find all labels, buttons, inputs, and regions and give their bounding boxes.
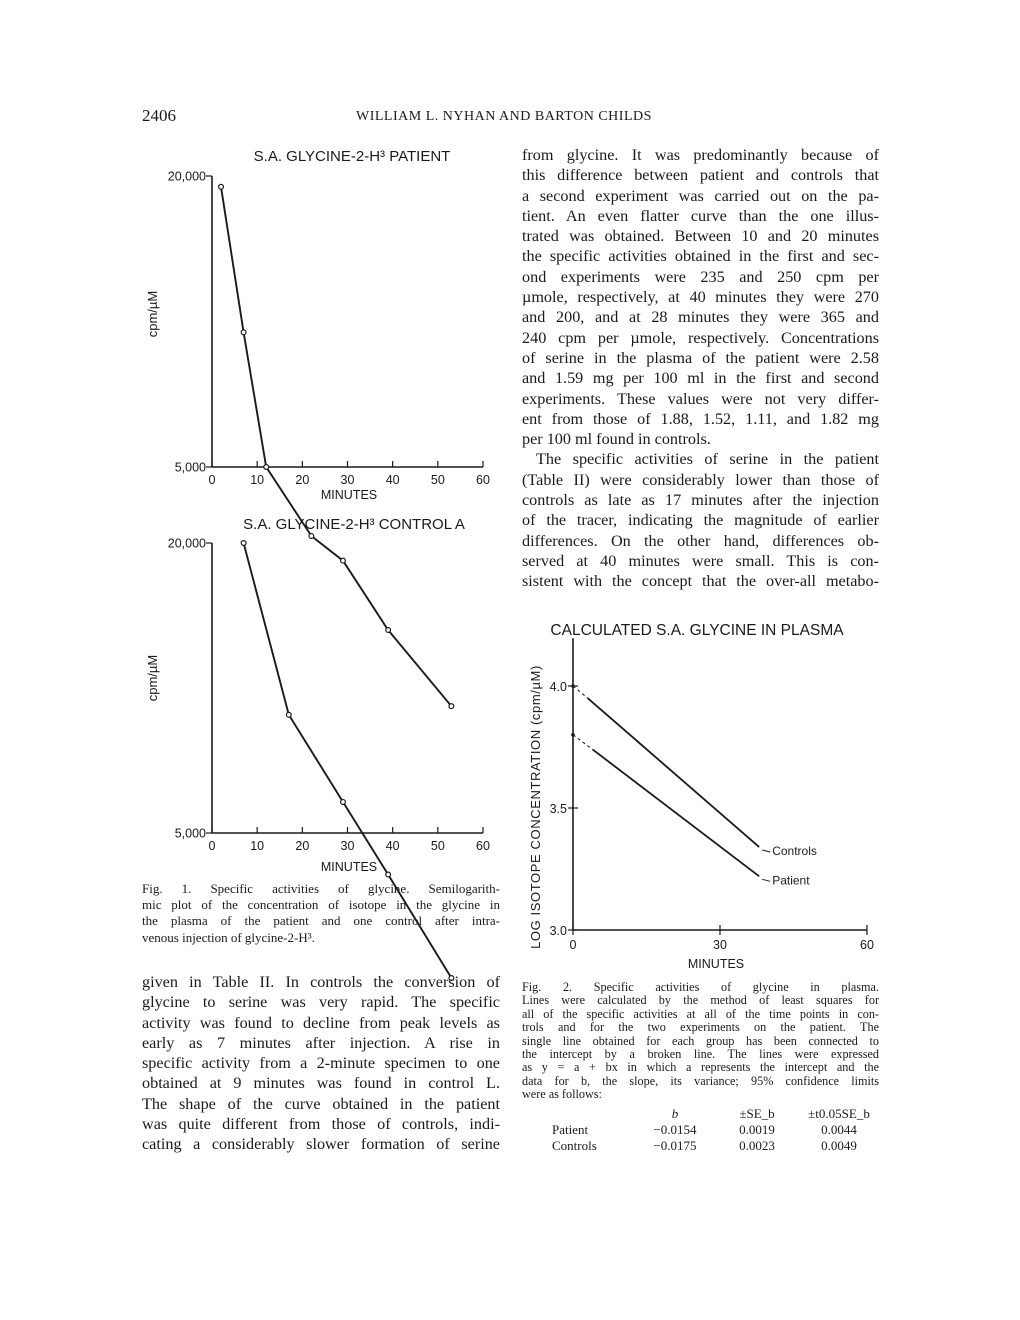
- x-tick-label: 40: [385, 473, 400, 487]
- text-line: cating a considerably slower formation of serine: [142, 1135, 500, 1154]
- table-cell: 0.0044: [821, 1122, 857, 1137]
- data-point: [449, 704, 454, 709]
- caption-line: mic plot of the concentration of isotope in the glycine in: [142, 897, 500, 913]
- text-line: 240 cpm per µmole, respectively. Concentrations: [522, 328, 879, 347]
- x-tick-label: 10: [250, 839, 265, 853]
- text-line: a second experiment was carried out on the pa-: [522, 186, 879, 205]
- y-tick-label: 3.0: [549, 924, 567, 938]
- data-point: [241, 330, 246, 335]
- x-tick-label: 50: [430, 839, 445, 853]
- text-line: early as 7 minutes after injection. A rise in: [142, 1033, 500, 1052]
- table-cell: 0.0049: [821, 1138, 857, 1153]
- table-cell: −0.0175: [653, 1138, 697, 1153]
- x-tick-label: 0: [569, 938, 577, 952]
- chart-title: CALCULATED S.A. GLYCINE IN PLASMA: [550, 622, 844, 639]
- text-line: The specific activities of serine in the patient: [536, 450, 879, 469]
- caption-line: all of the specific activities at all of the time points in con-: [522, 1006, 879, 1021]
- data-point: [286, 712, 291, 717]
- text-line: of the tracer, indicating the magnitude of earlier: [522, 511, 879, 530]
- body-text-left-column: [142, 972, 500, 1155]
- panel-title: S.A. GLYCINE-2-H³ PATIENT: [253, 148, 451, 165]
- table-header-cell: b: [671, 1106, 679, 1121]
- text-line: obtained at 9 minutes was found in control L.: [142, 1074, 500, 1093]
- caption-line: Lines were calculated by the method of least squares for: [522, 993, 879, 1008]
- y-tick-label: 3.5: [549, 802, 567, 816]
- y-axis-label: LOG ISOTOPE CONCENTRATION (cpm/µM): [528, 665, 543, 949]
- x-tick-label: 60: [476, 473, 490, 487]
- text-line: of serine in the plasma of the patient were 2.58: [522, 348, 879, 367]
- x-tick-label: 10: [250, 473, 265, 487]
- x-tick-label: 60: [860, 938, 874, 952]
- caption-line: as y = a + bx in which a represents the intercept and the: [522, 1060, 879, 1075]
- table-header-cell: ±SE_b: [739, 1106, 775, 1121]
- table-cell: 0.0019: [739, 1122, 775, 1137]
- caption-line: venous injection of glycine-2-H³.: [142, 929, 315, 945]
- series-label: Patient: [772, 873, 810, 888]
- page-number: 2406: [142, 106, 176, 125]
- figure-2-caption: [522, 981, 879, 1102]
- table-header-row: [552, 1106, 880, 1122]
- y-tick-label: 20,000: [167, 536, 206, 551]
- text-line: and 1.59 mg per 100 ml in the first and second: [522, 369, 879, 388]
- y-tick-label: 20,000: [167, 169, 206, 184]
- text-line: differences. On the other hand, differences ob-: [522, 531, 879, 550]
- text-line: activity was found to decline from peak levels as: [142, 1013, 500, 1032]
- caption-line: trols and for the two experiments on the patient. The: [522, 1020, 879, 1035]
- intercept-point: [571, 733, 575, 737]
- y-tick-label: 5,000: [174, 826, 206, 841]
- y-tick-label: 4.0: [549, 680, 567, 694]
- x-tick-label: 40: [385, 839, 400, 853]
- text-line: The shape of the curve obtained in the patient: [142, 1094, 500, 1113]
- series-label-leader: [762, 850, 770, 852]
- y-tick-label: 5,000: [174, 460, 206, 475]
- text-line: this difference between patient and controls that: [522, 166, 879, 185]
- x-tick-label: 60: [476, 839, 490, 853]
- regression-line: [588, 698, 760, 847]
- caption-line: data for b, the slope, its variance; 95% confidence limits: [522, 1073, 879, 1088]
- text-line: from glycine. It was predominantly because of: [522, 146, 879, 164]
- figure-2-chart: [528, 622, 874, 971]
- running-head: WILLIAM L. NYHAN AND BARTON CHILDS: [356, 109, 652, 124]
- series-label: Controls: [772, 844, 817, 859]
- figure-1-panel-patient: [145, 148, 490, 709]
- text-line: experiments. These values were not very differ-: [522, 389, 879, 408]
- text-line: ond experiments were 235 and 250 cpm per: [522, 267, 879, 286]
- slope-statistics-table: [552, 1106, 880, 1154]
- caption-line: the intercept by a broken line. The lines were expressed: [522, 1047, 879, 1062]
- text-line: per 100 ml found in controls.: [522, 430, 711, 449]
- series-label-leader: [762, 879, 770, 881]
- data-point: [264, 465, 269, 470]
- x-tick-label: 20: [295, 839, 310, 853]
- x-axis-label: MINUTES: [320, 860, 378, 874]
- table-cell: −0.0154: [653, 1122, 697, 1137]
- text-line: was quite different from those of controls, indi-: [142, 1115, 500, 1134]
- data-point: [386, 628, 391, 633]
- text-line: trated was obtained. Between 10 and 20 minutes: [522, 227, 879, 246]
- data-point: [386, 872, 391, 877]
- caption-line: single line obtained for each group has been connected to: [522, 1033, 879, 1048]
- x-tick-label: 0: [208, 839, 216, 853]
- intercept-connector: [573, 686, 588, 698]
- text-line: given in Table II. In controls the conversion of: [142, 973, 500, 991]
- text-line: µmole, respectively, at 40 minutes they were 270: [522, 288, 879, 307]
- caption-line: Fig. 1. Specific activities of glycine. Semilogarith-: [142, 881, 500, 896]
- data-point: [309, 534, 314, 539]
- intercept-connector: [573, 735, 593, 750]
- x-axis-label: MINUTES: [320, 488, 378, 502]
- caption-line: Fig. 2. Specific activities of glycine in plasma.: [522, 980, 879, 994]
- data-point: [341, 558, 346, 563]
- table-row: [552, 1122, 880, 1138]
- text-line: the specific activities obtained in the first and sec-: [522, 247, 879, 266]
- x-tick-label: 30: [340, 839, 355, 853]
- panel-title: S.A. GLYCINE-2-H³ CONTROL A: [243, 516, 465, 533]
- text-line: tient. An even flatter curve than the one illus-: [522, 206, 879, 225]
- x-tick-label: 30: [340, 473, 355, 487]
- x-tick-label: 30: [713, 938, 727, 952]
- table-header-cell: ±t0.05SE_b: [808, 1106, 870, 1121]
- text-line: controls as late as 17 minutes after the injection: [522, 491, 879, 510]
- intercept-point: [571, 684, 575, 688]
- text-line: (Table II) were considerably lower than those of: [522, 470, 879, 489]
- data-point: [341, 800, 346, 805]
- table-cell: Patient: [552, 1122, 589, 1137]
- text-line: and 200, and at 28 minutes they were 365 and: [522, 308, 879, 327]
- series-line: [221, 187, 451, 706]
- table-row: [552, 1138, 880, 1154]
- body-text-right-column: [522, 145, 879, 592]
- x-tick-label: 20: [295, 473, 310, 487]
- text-line: specific activity from a 2-minute specimen to one: [142, 1054, 500, 1073]
- data-point: [241, 541, 246, 546]
- regression-line: [593, 749, 760, 876]
- y-axis-label: cpm/µM: [145, 290, 160, 338]
- x-tick-label: 50: [430, 473, 445, 487]
- figure-1-caption: [142, 881, 500, 946]
- text-line: ent from those of 1.88, 1.52, 1.11, and 1.82 mg: [522, 409, 879, 428]
- caption-line: were as follows:: [522, 1087, 602, 1102]
- x-tick-label: 0: [208, 473, 216, 487]
- y-axis-label: cpm/µM: [145, 654, 160, 702]
- table-cell: 0.0023: [739, 1138, 775, 1153]
- text-line: glycine to serine was very rapid. The specific: [142, 993, 500, 1012]
- text-line: served at 40 minutes were small. This is con-: [522, 551, 879, 570]
- x-axis-label: MINUTES: [687, 957, 745, 971]
- text-line: sistent with the concept that the over-all metabo-: [522, 572, 879, 591]
- caption-line: the plasma of the patient and one control after intra-: [142, 913, 500, 929]
- data-point: [219, 184, 224, 189]
- table-header-cell: [552, 1106, 634, 1122]
- table-cell: Controls: [552, 1138, 597, 1153]
